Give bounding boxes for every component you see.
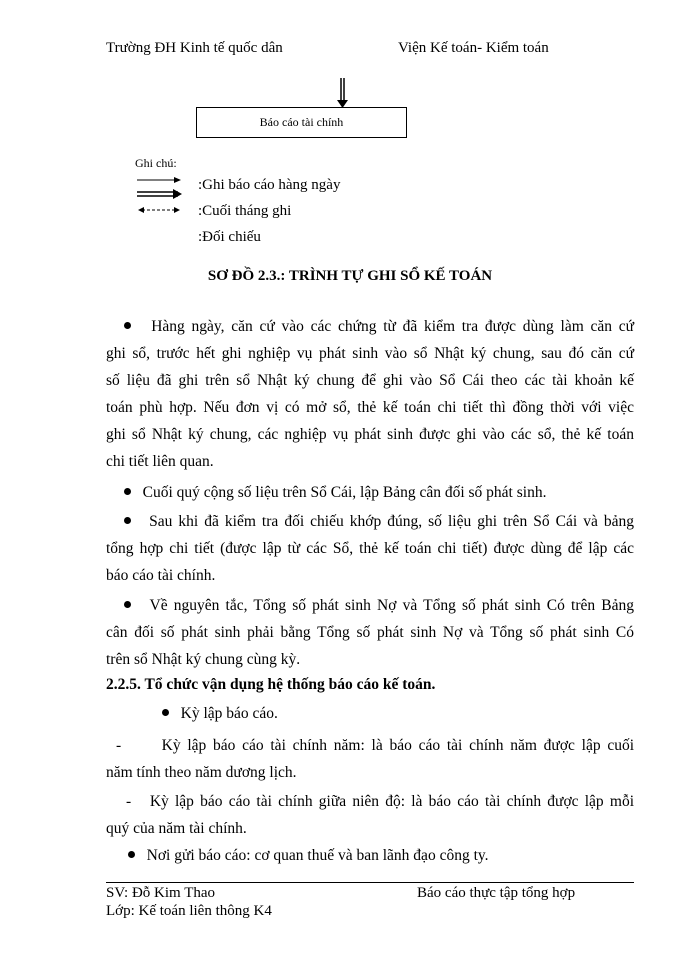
d1-line-2: năm tính theo năm dương lịch. — [106, 764, 297, 781]
header-left: Trường ĐH Kinh tế quốc dân — [106, 40, 283, 56]
p1-line-1: Hàng ngày, căn cứ vào các chứng từ đã kiểm tra được dùng làm căn cứ — [151, 318, 635, 335]
dashed-bidirectional-arrow-icon — [0, 0, 700, 260]
section-title: SƠ ĐỒ 2.3.: TRÌNH TỰ GHI SỔ KẾ TOÁN — [207, 268, 493, 284]
p3-line-3: báo cáo tài chính. — [106, 567, 216, 584]
bullet-icon — [124, 517, 131, 524]
paragraph-2 — [106, 479, 634, 506]
paragraph-5 — [106, 842, 634, 869]
footer-rule — [106, 882, 634, 883]
paragraph-3 — [106, 508, 634, 589]
financial-report-box: Báo cáo tài chính — [196, 107, 407, 138]
p5-line-1: Nơi gửi báo cáo: cơ quan thuế và ban lãnh đạo công ty. — [146, 847, 489, 864]
p1-line-3: số liệu đã ghi trên sổ Nhật ký chung để ghi vào Sổ Cái theo các tài khoản kế — [106, 372, 634, 389]
p2-line-1: Cuối quý cộng số liệu trên Sổ Cái, lập Bảng cân đối số phát sinh. — [142, 484, 547, 501]
p3-line-2: tổng hợp chi tiết (được lập từ các Sổ, thẻ kế toán chi tiết) được dùng để lập các — [106, 540, 634, 557]
paragraph-1 — [106, 313, 634, 475]
legend-item-month-end: :Cuối tháng ghi — [198, 203, 292, 219]
p1-line-4: toán phù hợp. Nếu đơn vị có mở sổ, thẻ kế toán chi tiết thì đồng thời với việc — [106, 399, 634, 416]
bullet-icon — [124, 601, 131, 608]
dash-item-2 — [106, 788, 634, 842]
d2-line-1: Kỳ lập báo cáo tài chính giữa niên độ: là báo cáo tài chính được lập mỗi — [149, 793, 634, 810]
p3-line-1: Sau khi đã kiểm tra đối chiếu khớp đúng, số liệu ghi trên Sổ Cái và bảng — [149, 513, 634, 530]
bullet-icon — [162, 709, 169, 716]
header-right: Viện Kế toán- Kiểm toán — [398, 40, 549, 56]
section-heading: 2.2.5. Tổ chức vận dụng hệ thống báo cáo kế toán. — [106, 676, 436, 693]
p1-line-6: chi tiết liên quan. — [106, 453, 214, 470]
bullet-icon — [124, 488, 131, 495]
p4-line-2: cân đối số phát sinh phải bằng Tổng số phát sinh Nợ và Tổng số phát sinh Có — [106, 624, 634, 641]
dash-marker: - — [116, 737, 122, 754]
footer-class: Lớp: Kế toán liên thông K4 — [106, 903, 272, 919]
dash-item-1 — [106, 732, 634, 786]
sub-bullet-text: Kỳ lập báo cáo. — [180, 705, 278, 722]
paragraph-4 — [106, 592, 634, 673]
sub-bullet — [162, 705, 278, 723]
legend-item-reconcile: :Đối chiếu — [198, 229, 261, 245]
d1-line-1: Kỳ lập báo cáo tài chính năm: là báo cáo tài chính năm được lập cuối — [161, 737, 635, 754]
bullet-icon — [128, 851, 135, 858]
p1-line-5: ghi sổ Nhật ký chung, các nghiệp vụ phát sinh được ghi vào các sổ, thẻ kế toán — [106, 426, 634, 443]
legend-title: Ghi chú: — [135, 156, 177, 170]
dash-marker: - — [126, 793, 132, 810]
d2-line-2: quý của năm tài chính. — [106, 820, 247, 837]
p1-line-2: ghi sổ, trước hết ghi nghiệp vụ phát sinh vào sổ Nhật ký chung, sau đó căn cứ — [106, 345, 634, 362]
legend-item-daily: :Ghi báo cáo hàng ngày — [198, 177, 341, 193]
footer-student: SV: Đỗ Kim Thao — [106, 885, 216, 901]
p4-line-1: Về nguyên tắc, Tổng số phát sinh Nợ và Tổng số phát sinh Có trên Bảng — [149, 597, 635, 614]
footer-report: Báo cáo thực tập tổng hợp — [417, 885, 576, 901]
bullet-icon — [124, 322, 131, 329]
p4-line-3: trên sổ Nhật ký chung cùng kỳ. — [106, 651, 301, 668]
